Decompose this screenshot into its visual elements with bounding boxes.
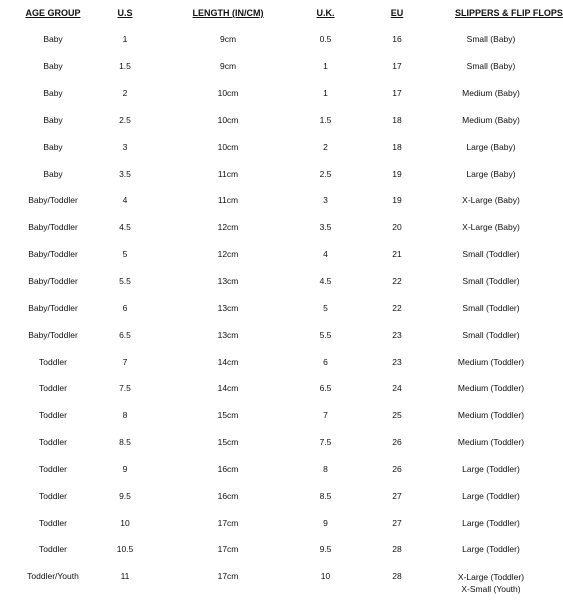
- cell-age-group: Toddler: [39, 517, 67, 528]
- cell-eu: 25: [392, 410, 402, 421]
- cell-slipper: Medium (Baby): [462, 88, 520, 99]
- cell-age-group: Baby/Toddler: [28, 302, 78, 313]
- cell-age-group: Baby/Toddler: [28, 276, 78, 287]
- cell-uk: 6.5: [319, 383, 332, 394]
- cell-length: 11cm: [217, 195, 239, 206]
- table-body: [0, 26, 527, 603]
- cell-uk: 0.5: [319, 34, 332, 45]
- header-eu: EU: [390, 8, 404, 18]
- cell-length: 17cm: [217, 570, 239, 581]
- cell-us: 3: [122, 141, 128, 152]
- cell-eu: 18: [392, 141, 402, 152]
- cell-slipper: Medium (Toddler): [457, 383, 525, 394]
- cell-slipper: Medium (Toddler): [457, 437, 525, 448]
- cell-length: 14cm: [217, 356, 239, 367]
- cell-length: 9cm: [219, 34, 237, 45]
- cell-uk: 9: [323, 517, 328, 528]
- cell-uk: 1: [323, 61, 328, 72]
- table-row: [0, 375, 527, 402]
- cell-uk: 4.5: [319, 276, 332, 287]
- table-row: [0, 509, 527, 536]
- cell-uk: 1: [323, 88, 328, 99]
- cell-age-group: Toddler: [39, 356, 67, 367]
- cell-eu: 24: [392, 383, 402, 394]
- cell-length: 10cm: [217, 88, 239, 99]
- cell-us: 1.5: [119, 61, 131, 72]
- table-row: [0, 160, 527, 187]
- cell-slipper-line: X-Small (Youth): [461, 583, 521, 594]
- cell-age-group: Toddler: [39, 463, 67, 474]
- cell-eu: 20: [392, 222, 402, 233]
- cell-eu: 27: [392, 490, 402, 501]
- cell-uk: 3: [323, 195, 328, 206]
- table-row: [0, 241, 527, 268]
- cell-eu: 17: [392, 61, 402, 72]
- cell-us: 8: [122, 410, 128, 421]
- table-row: [0, 348, 527, 375]
- cell-length: 10cm: [217, 141, 239, 152]
- cell-length: 11cm: [217, 168, 239, 179]
- cell-eu: 22: [392, 276, 402, 287]
- cell-uk: 3.5: [319, 222, 332, 233]
- header-age-group: AGE GROUP: [25, 8, 81, 18]
- cell-eu: 26: [392, 437, 402, 448]
- cell-eu: 23: [392, 356, 402, 367]
- table-row: [0, 402, 527, 429]
- table-row: [0, 214, 527, 241]
- cell-uk: 1.5: [319, 114, 332, 125]
- cell-slipper: [455, 563, 527, 603]
- table-row: [0, 536, 527, 563]
- cell-slipper: Small (Toddler): [462, 302, 520, 313]
- table-row: [0, 456, 527, 483]
- cell-age-group: Baby/Toddler: [28, 249, 78, 260]
- cell-slipper: Small (Toddler): [462, 249, 520, 260]
- cell-us: 7: [122, 356, 128, 367]
- cell-slipper: Large (Baby): [466, 168, 516, 179]
- cell-eu: 19: [392, 195, 402, 206]
- cell-length: 13cm: [217, 329, 239, 340]
- cell-age-group: Baby/Toddler: [28, 329, 78, 340]
- cell-age-group: Baby: [43, 34, 63, 45]
- cell-slipper: Small (Toddler): [462, 329, 520, 340]
- cell-age-group: Baby: [43, 61, 63, 72]
- cell-us: 3.5: [119, 168, 131, 179]
- cell-slipper: Small (Toddler): [462, 276, 520, 287]
- cell-uk: 8.5: [319, 490, 332, 501]
- cell-eu: 21: [392, 249, 402, 260]
- cell-us: 10: [120, 517, 130, 528]
- header-length: LENGTH (IN/CM): [192, 8, 264, 18]
- table-row: [0, 429, 527, 456]
- cell-age-group: Toddler: [39, 544, 67, 555]
- cell-uk: 6: [323, 356, 328, 367]
- table-row: [0, 107, 527, 134]
- cell-age-group: Toddler: [39, 383, 67, 394]
- cell-slipper: Medium (Toddler): [457, 356, 525, 367]
- cell-us: 7.5: [119, 383, 131, 394]
- cell-uk: 9.5: [319, 544, 332, 555]
- cell-slipper: X-Large (Baby): [462, 222, 520, 233]
- cell-uk: 7.5: [319, 437, 332, 448]
- cell-slipper: Small (Baby): [466, 61, 516, 72]
- cell-slipper: Large (Toddler): [462, 490, 520, 501]
- cell-eu: 22: [392, 302, 402, 313]
- table-row: [0, 26, 527, 53]
- cell-eu: 23: [392, 329, 402, 340]
- cell-us: 2.5: [119, 114, 131, 125]
- table-row: [0, 80, 527, 107]
- cell-us: 8.5: [119, 437, 131, 448]
- cell-length: 13cm: [217, 302, 239, 313]
- cell-uk: 7: [323, 410, 328, 421]
- cell-uk: 5: [323, 302, 328, 313]
- cell-uk: 2.5: [319, 168, 332, 179]
- cell-age-group: Baby/Toddler: [28, 222, 78, 233]
- cell-us: 6: [122, 302, 128, 313]
- table-row-last: [0, 563, 527, 603]
- cell-uk: 8: [323, 463, 328, 474]
- cell-slipper: Medium (Toddler): [457, 410, 525, 421]
- cell-eu: 28: [392, 544, 402, 555]
- table-row: [0, 482, 527, 509]
- cell-us: 1: [122, 34, 128, 45]
- cell-age-group: Toddler: [39, 437, 67, 448]
- cell-uk: 2: [323, 141, 328, 152]
- cell-slipper: Small (Baby): [466, 34, 516, 45]
- cell-eu: 17: [392, 88, 402, 99]
- cell-length: 9cm: [219, 61, 237, 72]
- cell-length: 16cm: [217, 490, 239, 501]
- cell-us: 9.5: [119, 490, 131, 501]
- table-row: [0, 53, 527, 80]
- table-row: [0, 187, 527, 214]
- cell-slipper: Large (Toddler): [462, 463, 520, 474]
- cell-age-group: Baby/Toddler: [28, 195, 78, 206]
- cell-slipper-line: X-Large (Toddler): [457, 571, 525, 582]
- cell-slipper: Large (Toddler): [462, 544, 520, 555]
- table-row: [0, 268, 527, 295]
- cell-length: 15cm: [217, 437, 239, 448]
- header-uk: U.K.: [316, 8, 335, 18]
- cell-uk: 5.5: [319, 329, 332, 340]
- cell-uk: 4: [323, 249, 328, 260]
- cell-slipper: Large (Baby): [466, 141, 516, 152]
- cell-slipper: Medium (Baby): [462, 114, 520, 125]
- cell-length: 10cm: [217, 114, 239, 125]
- cell-us: 5.5: [119, 276, 131, 287]
- cell-us: 2: [122, 88, 128, 99]
- cell-us: 6.5: [119, 329, 131, 340]
- header-slippers: SLIPPERS & FLIP FLOPS: [455, 8, 563, 18]
- cell-length: 14cm: [217, 383, 239, 394]
- cell-slipper: Large (Toddler): [462, 517, 520, 528]
- cell-age-group: Toddler/Youth: [27, 570, 79, 581]
- cell-age-group: Baby: [43, 168, 63, 179]
- cell-eu: 18: [392, 114, 402, 125]
- cell-uk: 10: [320, 570, 331, 581]
- table-row: [0, 294, 527, 321]
- table-row: [0, 133, 527, 160]
- cell-length: 13cm: [217, 276, 239, 287]
- table-row: [0, 321, 527, 348]
- cell-eu: 19: [392, 168, 402, 179]
- header-row: [0, 0, 527, 26]
- cell-eu: 27: [392, 517, 402, 528]
- cell-length: 12cm: [217, 222, 239, 233]
- cell-eu: 16: [392, 34, 402, 45]
- cell-slipper: X-Large (Baby): [462, 195, 520, 206]
- cell-age-group: Toddler: [39, 490, 67, 501]
- cell-eu: 28: [392, 570, 402, 581]
- cell-us: 5: [122, 249, 128, 260]
- cell-length: 17cm: [217, 544, 239, 555]
- cell-us: 11: [120, 570, 130, 581]
- cell-age-group: Baby: [43, 88, 63, 99]
- cell-length: 12cm: [217, 249, 239, 260]
- cell-eu: 26: [392, 463, 402, 474]
- cell-age-group: Toddler: [39, 410, 67, 421]
- cell-age-group: Baby: [43, 114, 63, 125]
- cell-us: 4.5: [119, 222, 131, 233]
- cell-us: 9: [122, 463, 128, 474]
- cell-age-group: Baby: [43, 141, 63, 152]
- cell-us: 10.5: [116, 544, 134, 555]
- cell-us: 4: [122, 195, 128, 206]
- cell-length: 16cm: [217, 463, 239, 474]
- header-us: U.S: [117, 8, 133, 18]
- cell-length: 17cm: [217, 517, 239, 528]
- cell-length: 15cm: [217, 410, 239, 421]
